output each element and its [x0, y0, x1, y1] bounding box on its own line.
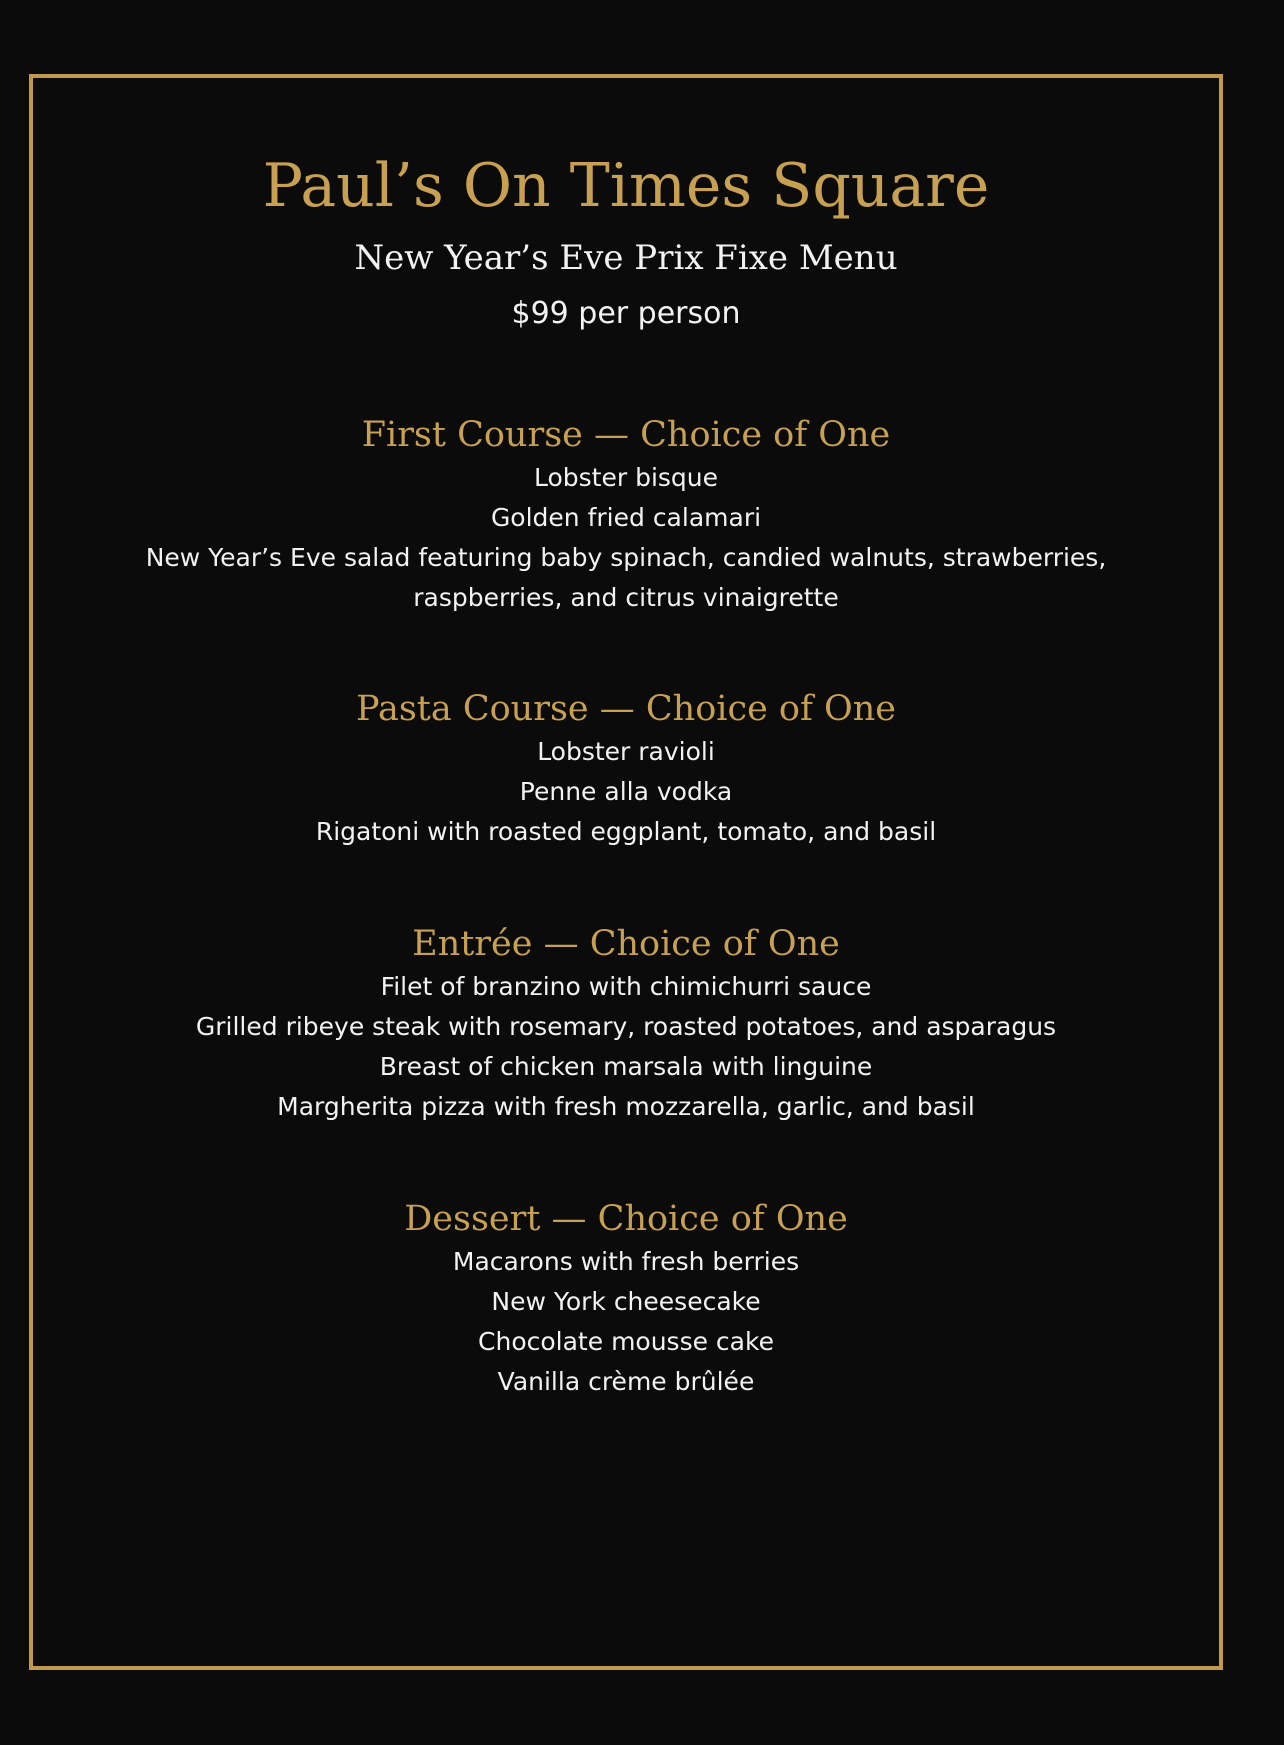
menu-item: Filet of branzino with chimichurri sauce — [380, 972, 872, 1001]
menu-item: Rigatoni with roasted eggplant, tomato, and basil — [315, 817, 937, 846]
menu-item: Margherita pizza with fresh mozzarella, garlic, and basil — [277, 1092, 975, 1121]
menu-item: raspberries, and citrus vinaigrette — [413, 583, 839, 612]
section-heading: Pasta Course — Choice of One — [355, 689, 897, 729]
menu-item: Lobster bisque — [533, 463, 719, 492]
menu-item: New Year’s Eve salad featuring baby spinach, candied walnuts, strawberries, — [145, 543, 1107, 572]
menu-title: New Year’s Eve Prix Fixe Menu — [354, 238, 898, 278]
section-dessert — [29, 1196, 1223, 1402]
menu-item: New York cheesecake — [491, 1287, 761, 1316]
menu-item: Chocolate mousse cake — [478, 1327, 774, 1356]
menu-item: Penne alla vodka — [519, 777, 733, 806]
menu-price: $99 per person — [511, 296, 741, 331]
section-heading: Dessert — Choice of One — [404, 1199, 848, 1239]
section-first-course — [29, 412, 1223, 618]
menu-item: Lobster ravioli — [537, 737, 715, 766]
restaurant-name: Paul’s On Times Square — [262, 151, 990, 221]
section-heading: Entrée — Choice of One — [412, 924, 840, 964]
menu-item: Breast of chicken marsala with linguine — [379, 1052, 873, 1081]
section-pasta-course — [29, 686, 1223, 852]
menu-item: Golden fried calamari — [490, 503, 762, 532]
menu-item: Vanilla crème brûlée — [497, 1367, 755, 1396]
menu-item: Grilled ribeye steak with rosemary, roasted potatoes, and asparagus — [195, 1012, 1057, 1041]
section-entree — [29, 921, 1223, 1127]
section-heading: First Course — Choice of One — [361, 415, 891, 455]
menu-item: Macarons with fresh berries — [452, 1247, 800, 1276]
